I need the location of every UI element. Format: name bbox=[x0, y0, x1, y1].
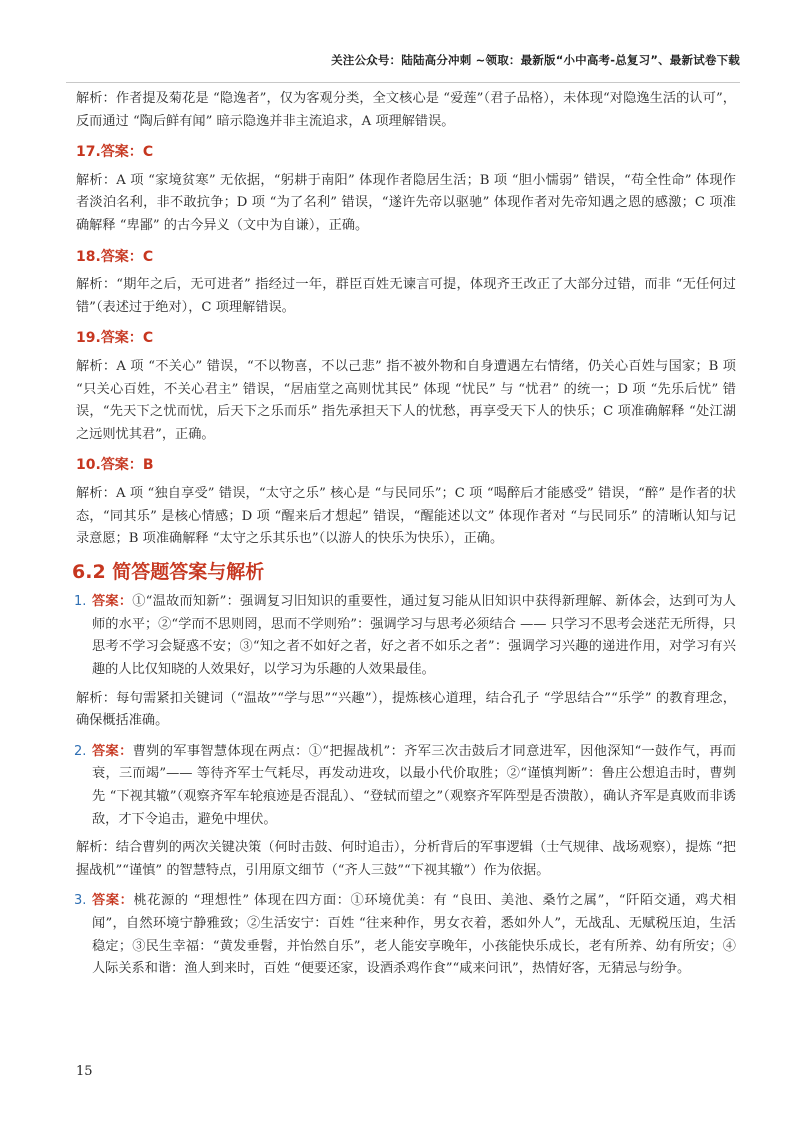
page-content bbox=[72, 88, 736, 987]
answer-value: C bbox=[142, 248, 154, 265]
item-index: 1. bbox=[74, 594, 87, 610]
answer-label: 答案： bbox=[100, 248, 143, 265]
answer-heading bbox=[76, 141, 736, 164]
answer-number: 18. bbox=[76, 248, 101, 265]
item-index: 3. bbox=[74, 893, 87, 909]
answer-heading bbox=[76, 327, 736, 350]
answer-value: C bbox=[142, 144, 154, 161]
answer-value: B bbox=[142, 457, 154, 474]
page-number: 15 bbox=[76, 1064, 93, 1079]
short-answer-item bbox=[76, 741, 736, 831]
analysis-paragraph: 解析：结合曹刿的两次关键决策（何时击鼓、何时追击），分析背后的军事逻辑（士气规律、战场观察），提炼 “把握战机”“谨慎” 的智慧特点，引用原文细节（“齐人三鼓”“下视其辙”）作为依据。 bbox=[76, 840, 736, 878]
answer-heading bbox=[76, 246, 736, 269]
answer-value: C bbox=[142, 330, 154, 347]
analysis-paragraph: 解析：A 项 “不关心” 错误，“不以物喜，不以己悲” 指不被外物和自身遭遇左右情绪，仍关心百姓与国家；B 项 “只关心百姓，不关心君主” 错误，“居庙堂之高则忧其民” 体现 “忧民” 与 “忧君” 的统一；D 项 “先乐后忧” 错误，“先天下之忧而忧，后天下之乐而乐” 指先承担天下人的忧愁，再享受天下人的快乐；C 项准确解释 “处江湖之远则忧其君”，正确。 bbox=[76, 358, 736, 442]
answer-text: 桃花源的 “理想性” 体现在四方面：①环境优美：有 “良田、美池、桑竹之属”，“阡陌交通，鸡犬相闻”，自然环境宁静雅致；②生活安宁：百姓 “往来种作，男女衣着，悉如外人”，无战乱、无赋税压迫，生活稳定；③民生幸福：“黄发垂髫，并怡然自乐”，老人能安享晚年，小孩能快乐成长，老有所养、幼有所安；④人际关系和谐：渔人到来时，百姓 “便要还家，设酒杀鸡作食”“咸来问讯”，热情好客，无猜忌与纷争。 bbox=[92, 893, 736, 977]
answer-label: 答案： bbox=[100, 330, 143, 347]
answer-label: 答案： bbox=[92, 893, 134, 909]
analysis-paragraph: 解析：A 项 “独自享受” 错误，“太守之乐” 核心是 “与民同乐”；C 项 “喝醉后才能感受” 错误，“醉” 是作者的状态，“同其乐” 是核心情感；D 项 “醒来后才想起” 错误，“醒能述以文” 体现作者对 “与民同乐” 的清晰认知与记录意愿；B 项准确解释 “太守之乐其乐也”（以游人的快乐为快乐），正确。 bbox=[76, 485, 736, 547]
analysis-paragraph: 解析：“期年之后，无可进者” 指经过一年，群臣百姓无谏言可提，体现齐王改正了大部分过错，而非 “无任何过错”（表述过于绝对），C 项理解错误。 bbox=[76, 277, 736, 315]
analysis-paragraph: 解析：每句需紧扣关键词（“温故”“学与思”“兴趣”），提炼核心道理，结合孔子 “学思结合”“乐学” 的教育理念，确保概括准确。 bbox=[76, 690, 736, 729]
item-index: 2. bbox=[74, 743, 87, 759]
analysis-paragraph: 解析：A 项 “家境贫寒” 无依据，“躬耕于南阳” 体现作者隐居生活；B 项 “胆小懦弱” 错误，“苟全性命” 体现作者淡泊名利，非不敢抗争；D 项 “为了名利” 错误，“遂许先帝以驱驰” 体现作者对先帝知遇之恩的感激；C 项准确解释 “卑鄙” 的古今异义（文中为自谦），正确。 bbox=[76, 172, 736, 233]
header-divider bbox=[66, 82, 740, 83]
answer-label: 答案： bbox=[100, 457, 143, 474]
answer-number: 17. bbox=[76, 144, 101, 161]
answer-number: 10. bbox=[76, 457, 101, 474]
page-header: 关注公众号：陆陆高分冲刺 ~领取：最新版“小中高考-总复习”、最新试卷下载 bbox=[331, 53, 740, 67]
answer-text: ①“温故而知新”：强调复习旧知识的重要性，通过复习能从旧知识中获得新理解、新体会，达到可为人师的水平；②“学而不思则罔，思而不学则殆”：强调学习与思考必须结合 —— 只学习不思考会迷茫无所得，只思考不学习会疑惑不安；③“知之者不如好之者，好之者不如乐之者”：强调学习兴趣的递进作用，对学习有兴趣的人比仅知晓的人效果好，以学习为乐趣的人效果最佳。 bbox=[92, 594, 736, 678]
short-answer-item bbox=[76, 591, 736, 681]
answer-text: 曹刿的军事智慧体现在两点：①“把握战机”：齐军三次击鼓后才同意进军，因他深知“一鼓作气，再而衰，三而竭”—— 等待齐军士气耗尽，再发动进攻，以最小代价取胜；②“谨慎判断”：鲁庄公想追击时，曹刿先 “下视其辙”（观察齐军车轮痕迹是否混乱）、“登轼而望之”（观察齐军阵型是否溃散），确认齐军是真败而非诱敌，才下令追击，避免中埋伏。 bbox=[92, 743, 736, 827]
answer-number: 19. bbox=[76, 330, 101, 347]
short-answer-item bbox=[76, 890, 736, 980]
answer-label: 答案： bbox=[92, 743, 133, 759]
section-title: 6.2 简答题答案与解析 bbox=[72, 560, 265, 583]
answer-heading bbox=[76, 454, 736, 477]
answer-label: 答案： bbox=[100, 144, 143, 161]
answer-label: 答案： bbox=[92, 594, 133, 610]
analysis-paragraph: 解析：作者提及菊花是 “隐逸者”，仅为客观分类，全文核心是 “爱莲”（君子品格），未体现“对隐逸生活的认可”，反而通过 “陶后鲜有闻” 暗示隐逸并非主流追求，A 项理解错误。 bbox=[76, 91, 736, 129]
